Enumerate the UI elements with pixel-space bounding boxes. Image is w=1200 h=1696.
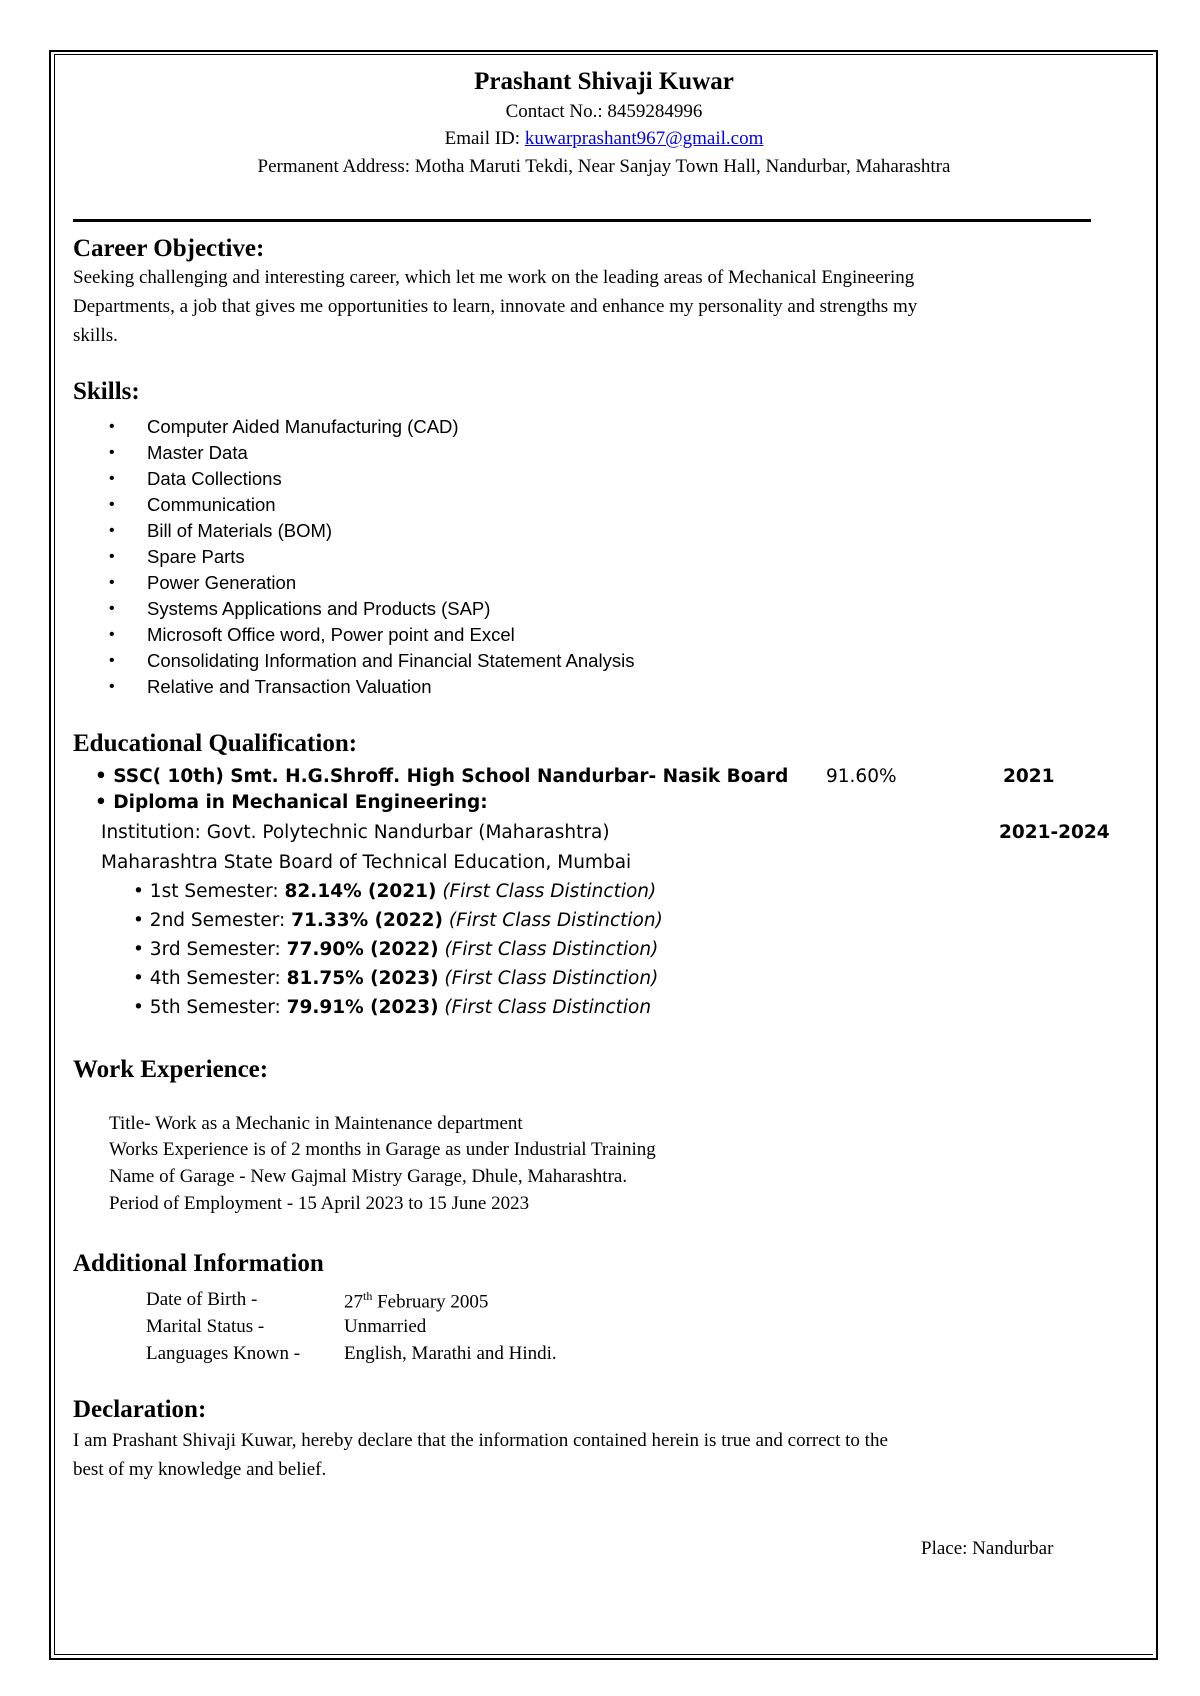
diploma-years: 2021-2024	[999, 822, 1110, 843]
declaration-line: I am Prashant Shivaji Kuwar, hereby declare that the information contained herein is true and correct to the	[73, 1430, 888, 1451]
candidate-name: Prashant Shivaji Kuwar	[474, 68, 734, 95]
diploma-label: • Diploma in Mechanical Engineering:	[95, 792, 488, 813]
bullet: •	[109, 496, 115, 513]
place: Place: Nandurbar	[921, 1538, 1054, 1559]
bullet: •	[109, 626, 115, 643]
skill-item: • Microsoft Office word, Power point and Excel	[103, 622, 634, 648]
permanent-address: Permanent Address: Motha Maruti Tekdi, Near Sanjay Town Hall, Nandurbar, Maharashtra	[257, 156, 951, 177]
semester-row: • 4th Semester: 81.75% (2023) (First Class Distinction)	[133, 968, 659, 989]
skills-list	[103, 414, 634, 700]
skills-heading: Skills:	[73, 378, 140, 405]
languages-value: English, Marathi and Hindi.	[344, 1343, 557, 1364]
bullet: •	[109, 574, 115, 591]
objective-line: Seeking challenging and interesting career, which let me work on the leading areas of Mechanical Engineering	[73, 267, 915, 288]
education-heading: Educational Qualification:	[73, 730, 358, 757]
diploma-institution: Institution: Govt. Polytechnic Nandurbar (Maharashtra)	[101, 822, 610, 843]
declaration-line: best of my knowledge and belief.	[73, 1459, 327, 1480]
dob-value: 27th February 2005	[344, 1289, 489, 1313]
header-divider	[73, 219, 1091, 222]
skill-item: • Spare Parts	[103, 544, 634, 570]
semester-row: • 3rd Semester: 77.90% (2022) (First Class Distinction)	[133, 939, 659, 960]
marital-label: Marital Status -	[146, 1316, 265, 1337]
skill-item: • Data Collections	[103, 466, 634, 492]
work-line: Period of Employment - 15 April 2023 to 15 June 2023	[109, 1193, 530, 1214]
objective-line: Departments, a job that gives me opportunities to learn, innovate and enhance my personality and strengths my	[73, 296, 918, 317]
skill-item: • Consolidating Information and Financial Statement Analysis	[103, 648, 634, 674]
semester-row: • 2nd Semester: 71.33% (2022) (First Class Distinction)	[133, 910, 663, 931]
work-line: Name of Garage - New Gajmal Mistry Garage, Dhule, Maharashtra.	[109, 1166, 628, 1187]
work-experience-heading: Work Experience:	[73, 1056, 269, 1083]
additional-info-heading: Additional Information	[73, 1250, 324, 1277]
marital-value: Unmarried	[344, 1316, 427, 1337]
bullet: •	[109, 444, 115, 461]
email-label: Email ID:	[444, 128, 525, 149]
semester-row: • 5th Semester: 79.91% (2023) (First Class Distinction	[133, 997, 652, 1018]
career-objective-text	[73, 263, 1113, 350]
work-line: Title- Work as a Mechanic in Maintenance department	[109, 1113, 523, 1134]
ssc-label: • SSC( 10th) Smt. H.G.Shroff. High School Nandurbar- Nasik Board	[95, 766, 789, 787]
bullet: •	[109, 652, 115, 669]
objective-line: skills.	[73, 325, 118, 346]
diploma-board: Maharashtra State Board of Technical Education, Mumbai	[101, 852, 632, 873]
skill-item: • Bill of Materials (BOM)	[103, 518, 634, 544]
skill-item: • Computer Aided Manufacturing (CAD)	[103, 414, 634, 440]
skill-item: • Power Generation	[103, 570, 634, 596]
skill-item: • Master Data	[103, 440, 634, 466]
ssc-score: 91.60%	[826, 766, 897, 787]
declaration-heading: Declaration:	[73, 1396, 207, 1423]
bullet: •	[109, 470, 115, 487]
ssc-year: 2021	[1003, 766, 1055, 787]
email-line	[60, 128, 1148, 150]
skill-item: • Relative and Transaction Valuation	[103, 674, 634, 700]
bullet: •	[109, 548, 115, 565]
bullet: •	[109, 418, 115, 435]
bullet: •	[109, 600, 115, 617]
email-link[interactable]: kuwarprashant967@gmail.com	[524, 128, 764, 149]
skill-item: • Communication	[103, 492, 634, 518]
career-objective-heading: Career Objective:	[73, 235, 265, 262]
work-line: Works Experience is of 2 months in Garage as under Industrial Training	[109, 1139, 656, 1160]
bullet: •	[109, 522, 115, 539]
languages-label: Languages Known -	[146, 1343, 301, 1364]
skill-item: • Systems Applications and Products (SAP)	[103, 596, 634, 622]
semester-row: • 1st Semester: 82.14% (2021) (First Class Distinction)	[133, 881, 657, 902]
contact-number: Contact No.: 8459284996	[505, 101, 703, 122]
bullet: •	[109, 678, 115, 695]
dob-label: Date of Birth -	[146, 1289, 258, 1310]
declaration-text	[73, 1426, 1113, 1484]
